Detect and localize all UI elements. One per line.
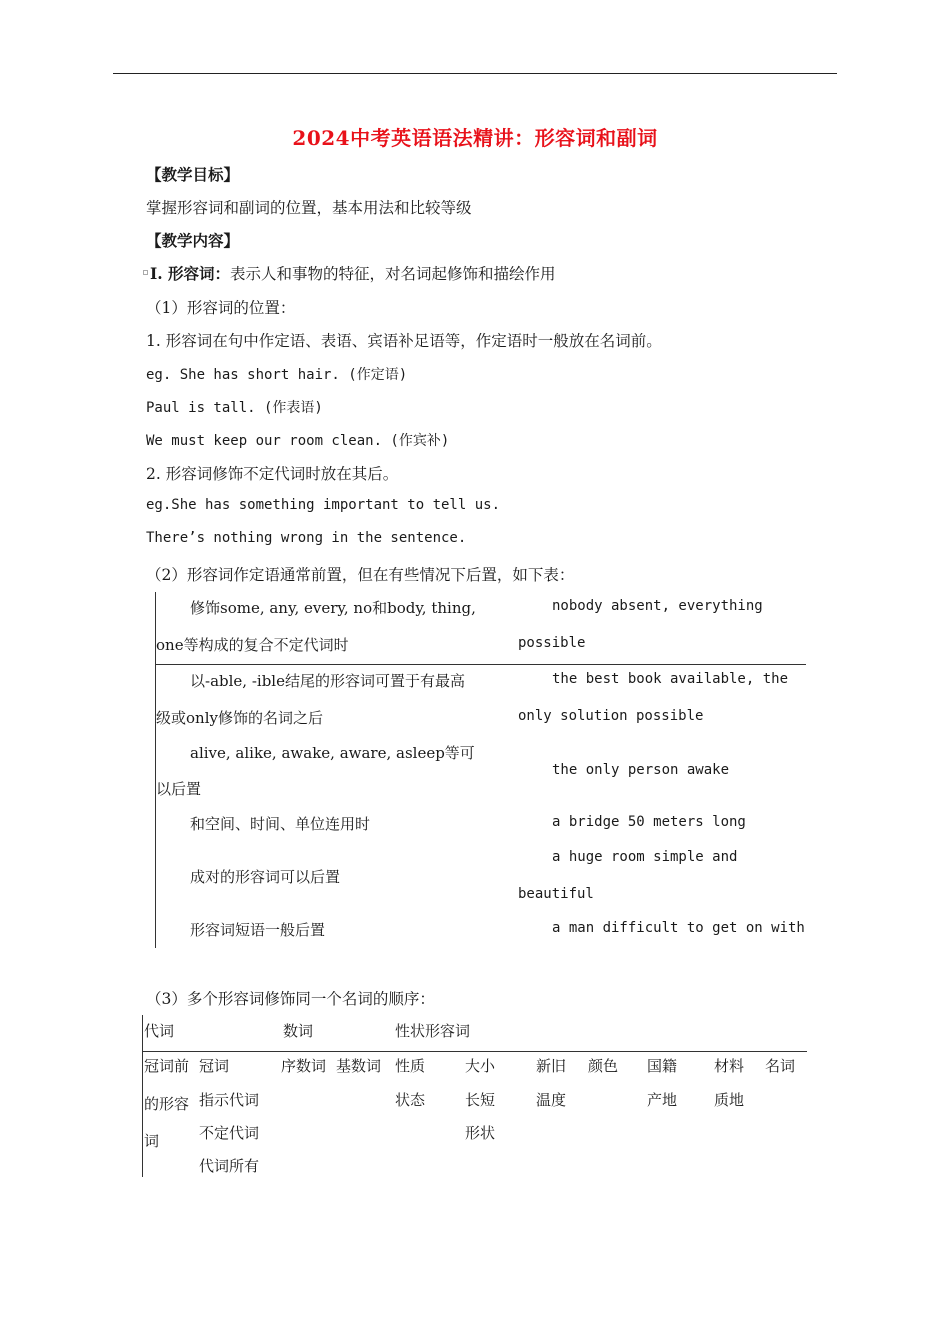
determiner-possessive: 代词所有 xyxy=(199,1157,260,1175)
post-example-2-line-1: the best book available, the xyxy=(552,671,789,687)
example-4: eg.She has something important to tell us. xyxy=(146,497,501,513)
content-heading: 【教学内容】 xyxy=(146,231,240,250)
order-heading: （3）多个形容词修饰同一个名词的顺序： xyxy=(146,990,435,1008)
header-shape: 性状形容词 xyxy=(395,1022,471,1040)
page-title: 2024中考英语语法精讲：形容词和副词 xyxy=(292,126,658,150)
post-example-3: the only person awake xyxy=(552,762,730,778)
post-rule-1-line-2: one等构成的复合不定代词时 xyxy=(156,636,349,654)
position-heading: （1）形容词的位置： xyxy=(146,299,296,317)
example-3: We must keep our room clean. (作宾补) xyxy=(146,433,450,449)
post-rule-6: 形容词短语一般后置 xyxy=(190,921,326,939)
noun: 名词 xyxy=(765,1057,796,1075)
order-table-left-border xyxy=(142,1015,143,1177)
post-rule-2-line-1: 以-able, -ible结尾的形容词可置于有最高 xyxy=(190,672,465,690)
post-rule-4: 和空间、时间、单位连用时 xyxy=(190,815,371,833)
post-example-5-line-1: a huge room simple and xyxy=(552,849,738,865)
color: 颜色 xyxy=(588,1057,619,1075)
post-rule-3-line-1: alive, alike, awake, aware, asleep等可 xyxy=(190,744,475,762)
table-header-rule xyxy=(155,664,806,665)
post-rule-2-line-2: 级或only修饰的名词之后 xyxy=(156,709,323,727)
post-rule-3-line-2: 以后置 xyxy=(156,780,202,798)
material-line-2: 质地 xyxy=(714,1091,745,1109)
quality-line-1: 性质 xyxy=(395,1057,426,1075)
age-line-2: 温度 xyxy=(536,1091,567,1109)
age-line-1: 新旧 xyxy=(536,1057,567,1075)
goal-text: 掌握形容词和副词的位置，基本用法和比较等级 xyxy=(146,199,472,217)
post-example-1-line-2: possible xyxy=(518,635,586,651)
header-pronoun: 代词 xyxy=(144,1022,175,1040)
cardinal-number: 基数词 xyxy=(336,1057,382,1075)
rule-2: 2. 形容词修饰不定代词时放在其后。 xyxy=(146,465,399,483)
origin-line-1: 国籍 xyxy=(647,1057,678,1075)
size-line-2: 长短 xyxy=(465,1091,496,1109)
size-line-1: 大小 xyxy=(465,1057,496,1075)
post-example-6: a man difficult to get on with xyxy=(552,920,805,936)
determiner-demonstrative: 指示代词 xyxy=(199,1091,260,1109)
post-rule-5: 成对的形容词可以后置 xyxy=(190,868,341,886)
adj-heading-line xyxy=(150,262,556,284)
rule-1: 1. 形容词在句中作定语、表语、宾语补足语等，作定语时一般放在名词前。 xyxy=(146,332,662,350)
pre-article-line-3: 词 xyxy=(144,1132,160,1150)
post-example-5-line-2: beautiful xyxy=(518,886,594,902)
post-example-4: a bridge 50 meters long xyxy=(552,814,746,830)
post-example-1-line-1: nobody absent, everything xyxy=(552,598,763,614)
postposition-heading: （2）形容词作定语通常前置，但在有些情况下后置，如下表： xyxy=(146,566,575,584)
determiner-article: 冠词 xyxy=(199,1057,230,1075)
order-table-header-rule xyxy=(142,1051,807,1052)
example-1: eg. She has short hair. (作定语) xyxy=(146,367,408,383)
origin-line-2: 产地 xyxy=(647,1091,678,1109)
post-rule-1-line-1: 修饰some, any, every, no和body, thing, xyxy=(190,599,476,617)
anchor-mark xyxy=(143,270,148,275)
header-number: 数词 xyxy=(283,1022,314,1040)
quality-line-2: 状态 xyxy=(395,1091,426,1109)
adj-definition: 表示人和事物的特征，对名词起修饰和描绘作用 xyxy=(230,265,556,283)
pre-article-line-2: 的形容 xyxy=(144,1095,190,1113)
example-5: There’s nothing wrong in the sentence. xyxy=(146,530,467,546)
adj-heading: I. 形容词： xyxy=(150,264,231,283)
goal-heading: 【教学目标】 xyxy=(146,165,240,184)
pre-article-line-1: 冠词前 xyxy=(144,1057,190,1075)
determiner-indefinite: 不定代词 xyxy=(199,1124,260,1142)
post-example-2-line-2: only solution possible xyxy=(518,708,704,724)
size-line-3: 形状 xyxy=(465,1124,496,1142)
ordinal-number: 序数词 xyxy=(281,1057,327,1075)
header-rule xyxy=(113,73,837,74)
material-line-1: 材料 xyxy=(714,1057,745,1075)
example-2: Paul is tall. (作表语) xyxy=(146,400,323,416)
